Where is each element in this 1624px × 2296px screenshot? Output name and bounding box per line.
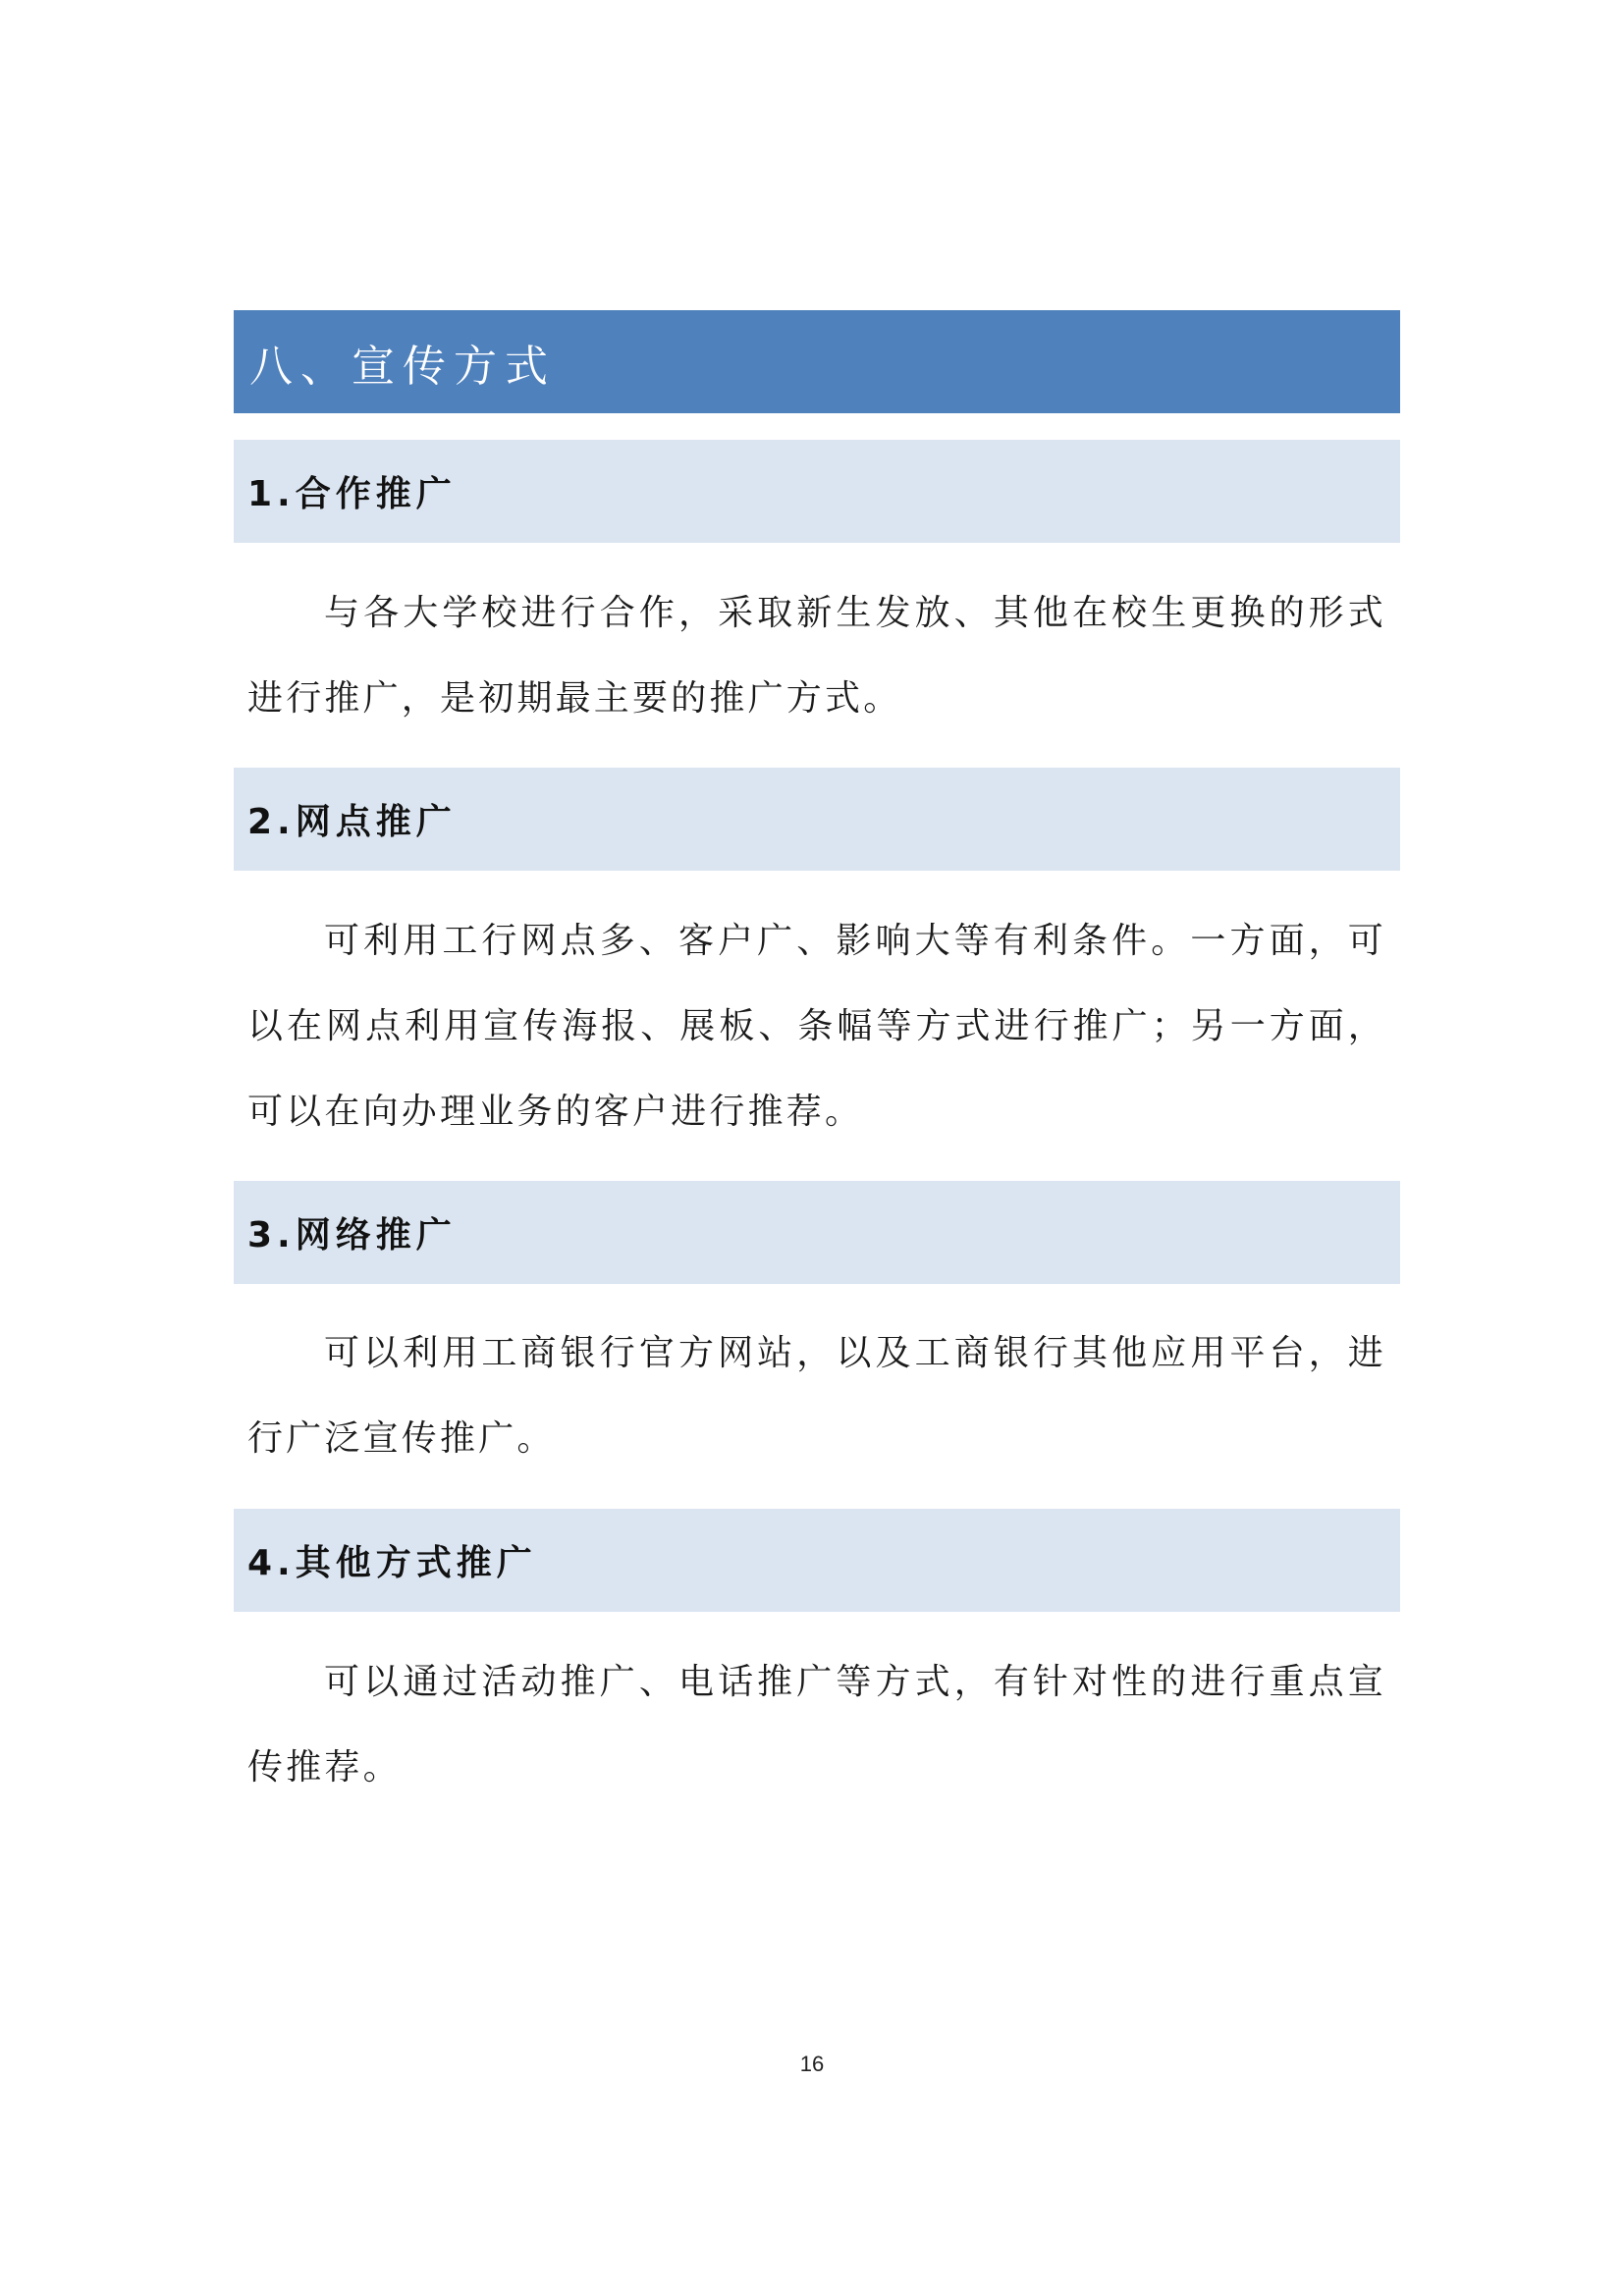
section-heading-3: 3.网络推广 — [247, 1215, 457, 1255]
section-body-1: 与各大学校进行合作，采取新生发放、其他在校生更换的形式进行推广，是初期最主要的推广方式。 — [247, 593, 1386, 719]
chapter-heading-bar — [234, 310, 1400, 413]
section-heading-1: 1.合作推广 — [247, 474, 457, 514]
section-heading-bar-4 — [234, 1509, 1400, 1612]
section-heading-4: 4.其他方式推广 — [247, 1543, 537, 1583]
chapter-title: 八、宣传方式 — [249, 341, 556, 392]
section-body-4: 可以通过活动推广、电话推广等方式，有针对性的进行重点宣传推荐。 — [247, 1662, 1386, 1788]
page-number: 16 — [799, 2052, 825, 2076]
section-body-3: 可以利用工商银行官方网站，以及工商银行其他应用平台，进行广泛宣传推广。 — [247, 1333, 1386, 1459]
section-heading-bar-1 — [234, 440, 1400, 543]
section-heading-2: 2.网点推广 — [247, 802, 457, 842]
section-body-2: 可利用工行网点多、客户广、影响大等有利条件。一方面，可以在网点利用宣传海报、展板、条幅等方式进行推广；另一方面，可以在向办理业务的客户进行推荐。 — [247, 921, 1386, 1132]
section-heading-bar-2 — [234, 768, 1400, 871]
section-heading-bar-3 — [234, 1181, 1400, 1284]
